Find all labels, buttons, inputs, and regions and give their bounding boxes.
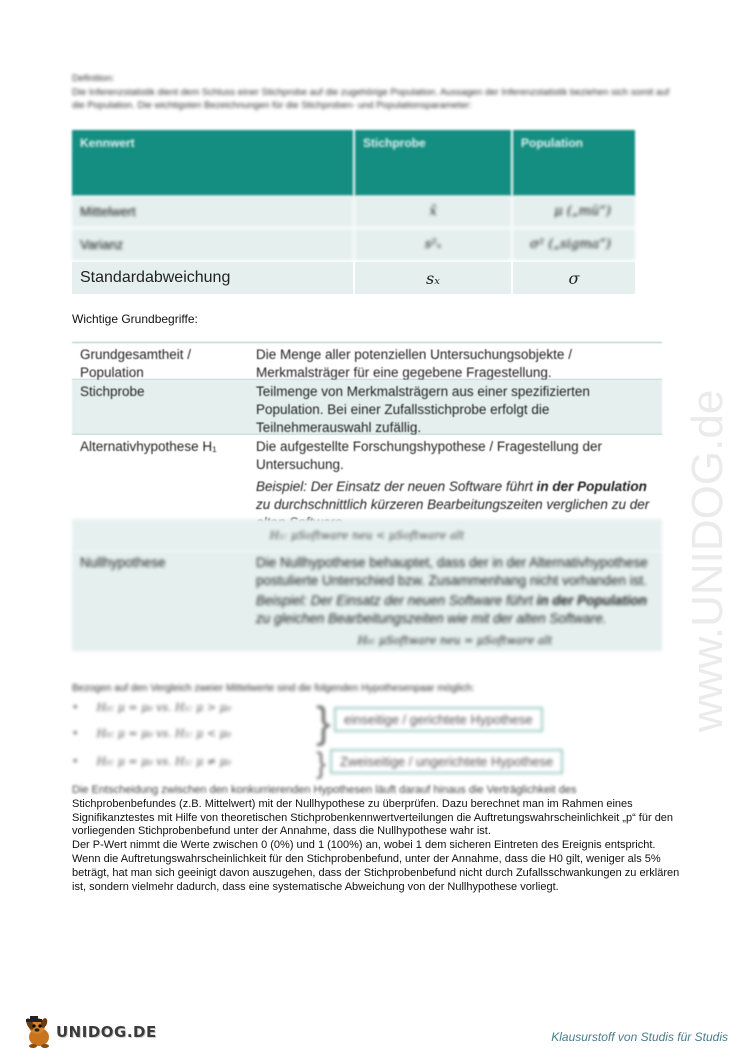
pvalue-blurred-line: Die Entscheidung zwischen den konkurrierenden Hypothesen läuft darauf hinaus die Verträglichkeit des — [72, 784, 577, 796]
example-emphasis: in der Population — [536, 593, 647, 608]
dog-logo-icon — [22, 1015, 54, 1049]
concept-term: Alternativhypothese H₁ — [80, 439, 217, 454]
hypothesis-text: H₀: μ = μ₀ vs. H₁: μ < μ₀ — [96, 727, 232, 740]
example-text: zu durchschnittlich kürzeren Bearbeitungszeiten verglichen zu der — [256, 497, 650, 512]
example-text: Beispiel: Der Einsatz der neuen Software führt — [256, 479, 537, 494]
bullet: • — [72, 727, 79, 740]
stats-header-population: Population — [512, 130, 636, 196]
stats-cell-sample: x̄ — [354, 196, 512, 228]
stats-cell-name: Mittelwert — [72, 196, 354, 228]
stats-cell-name: Varianz — [72, 228, 354, 261]
logo-text: UNIDOG.DE — [56, 1023, 157, 1041]
stats-header-kennwert: Kennwert — [72, 130, 354, 196]
concept-row — [72, 342, 662, 380]
stats-header-stichprobe: Stichprobe — [354, 130, 512, 196]
stats-row — [72, 196, 636, 228]
footer-tagline: Klausurstoff von Studis für Studis — [551, 1030, 728, 1044]
hypothesis-line — [72, 755, 231, 768]
stats-cell-population: μ („mü“) — [512, 196, 636, 228]
footer-logo — [22, 1015, 157, 1049]
brace-icon: } — [316, 698, 331, 747]
hypothesis-text: H₀: μ = μ₀ vs. H₁: μ > μ₀ — [96, 701, 232, 714]
example-text: zu gleichen Bearbeitungszeiten wie mit der alten Software. — [256, 611, 607, 626]
example-text: Beispiel: Der Einsatz der neuen Software führt — [256, 593, 537, 608]
stats-row — [72, 261, 636, 295]
concept-def: Die Menge aller potenziellen Untersuchungsobjekte / Merkmalsträger für eine gegebene Fragestellung. — [256, 347, 572, 380]
hypotheses-section — [72, 695, 632, 780]
bullet: • — [72, 755, 79, 768]
example-emphasis: in der Population — [536, 479, 647, 494]
concept-example — [256, 592, 654, 628]
concept-row — [72, 435, 662, 519]
hypotheses-intro: Bezogen auf den Vergleich zweier Mittelwerte sind die folgenden Hypothesenpaar möglich: — [72, 683, 475, 694]
hypothesis-line — [72, 727, 231, 740]
concept-term: Stichprobe — [80, 384, 145, 399]
stats-cell-name: Standardabweichung — [72, 261, 354, 295]
definition-text: Die Inferenzstatistik dient dem Schluss einer Stichprobe auf die zugehörige Population. Aussagen der Inferenzstatistik beziehen sich somit auf die Population. Die wichtigsten Bezeichnungen für die Stichproben- und Populationsparameter: — [72, 86, 670, 111]
stats-cell-sample: sₓ — [354, 261, 512, 295]
concept-def: Teilmenge von Merkmalsträgern aus einer spezifizierten Population. Bei einer Zufallsstichprobe erfolgt die Teilnehmerauswahl zufällig. — [256, 384, 590, 435]
concept-def: Die Nullhypothese behauptet, dass der in der Alternativhypothese postulierte Unterschied bzw. Zusammenhang nicht vorhanden ist. — [256, 555, 648, 588]
pvalue-paragraph-2: Der P-Wert nimmt die Werte zwischen 0 (0%) und 1 (100%) an, wobei 1 dem sicheren Eintreten des Ereignis entspricht. Wenn die Auftretungswahrscheinlichkeit für den Stichprobenbefund, unter der Annahme, dass die H0 gilt, weniger als 5% beträgt, hat man sich geeinigt davon auszugehen, dass der Stichprobenbefund nicht durch Zufallsschwankungen zu erklären ist, sondern vielmehr dadurch, dass eine systematische Abweichung von der Nullhypothese vorliegt. — [72, 839, 680, 893]
definition-title: Definition: — [72, 73, 115, 84]
concept-row — [72, 380, 662, 435]
stats-table — [72, 130, 637, 296]
h0-formula: H₀: μSoftware neu = μSoftware alt — [357, 634, 553, 647]
definition-block — [72, 72, 672, 113]
h1-formula: H₁: μSoftware neu < μSoftware alt — [72, 519, 662, 551]
stats-cell-population: σ² („sigma“) — [512, 228, 636, 261]
one-sided-label: einseitige / gerichtete Hypothese — [334, 707, 543, 732]
concept-term: Nullhypothese — [80, 555, 166, 570]
section-heading: Wichtige Grundbegriffe: — [72, 312, 198, 326]
pvalue-section — [72, 784, 682, 894]
brace-icon: } — [316, 747, 327, 780]
hypothesis-line — [72, 701, 231, 714]
concept-def-cell — [248, 551, 662, 651]
concept-def-cell — [248, 435, 662, 519]
hypothesis-text: H₀: μ = μ₀ vs. H₁: μ ≠ μ₀ — [96, 755, 232, 768]
watermark-text: www.UNIDOG.de — [683, 389, 732, 732]
bullet: • — [72, 701, 79, 714]
watermark — [652, 270, 750, 740]
concept-term: Grundgesamtheit / Population — [80, 347, 192, 380]
stats-cell-sample: s²ₓ — [354, 228, 512, 261]
concept-row — [72, 551, 662, 651]
two-sided-label: Zweiseitige / ungerichtete Hypothese — [330, 749, 563, 774]
stats-cell-population: σ — [512, 261, 636, 295]
concept-table — [72, 342, 662, 651]
concept-def: Die aufgestellte Forschungshypothese / Fragestellung der Untersuchung. — [256, 439, 602, 472]
stats-row — [72, 228, 636, 261]
pvalue-paragraph-1: Stichprobenbefundes (z.B. Mittelwert) mit der Nullhypothese zu überprüfen. Dazu berechnet man im Rahmen eines Signifikanztestes mit Hilfe von theoretischen Stichprobenkennwertverteilungen die Auftretungswahrscheinlichkeit „p“ für den vorliegenden Stichprobenbefund unter der Annahme, dass die Nullhypothese wahr ist. — [72, 797, 674, 838]
